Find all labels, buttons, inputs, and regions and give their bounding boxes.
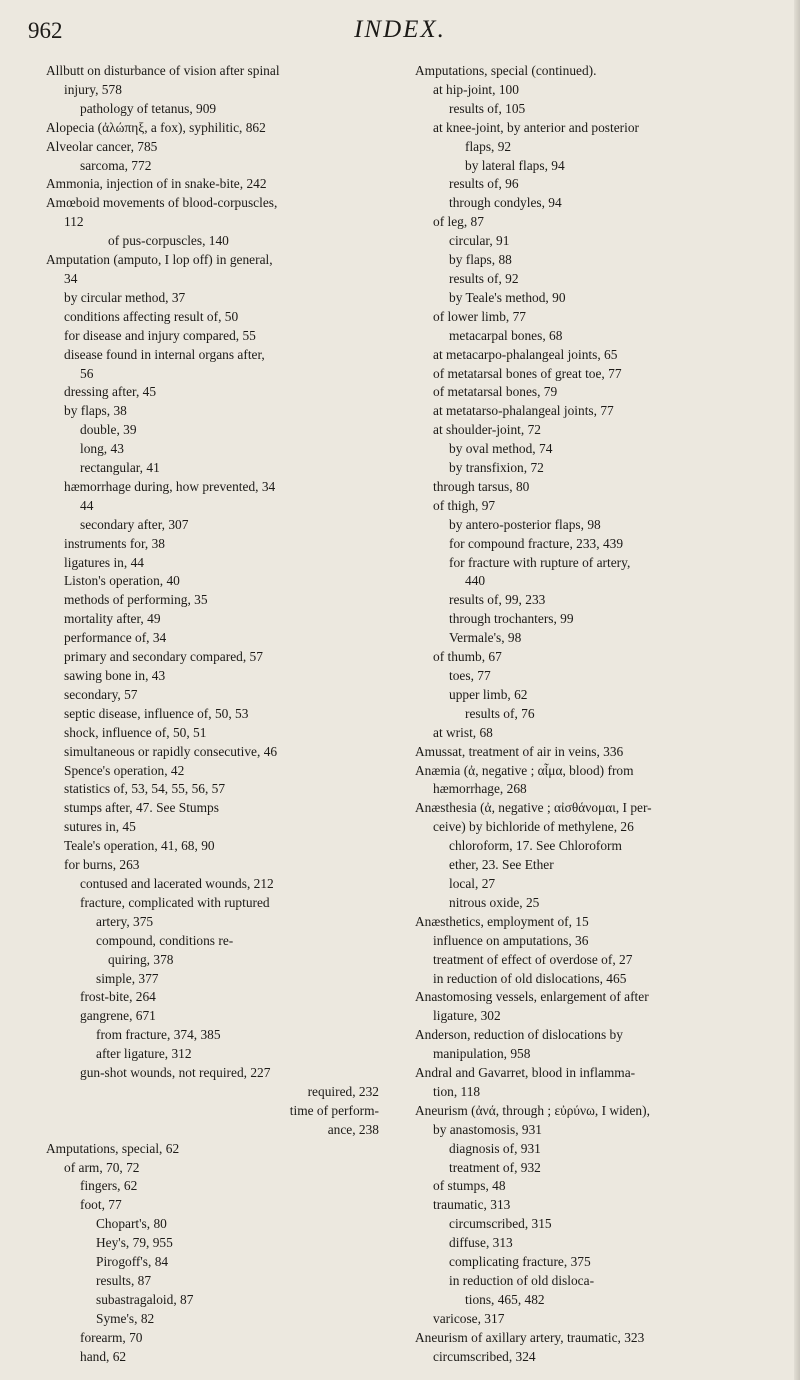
index-entry: by antero-posterior flaps, 98	[449, 516, 601, 532]
index-entry: at shoulder-joint, 72	[433, 422, 541, 438]
index-entry: hand, 62	[80, 1348, 127, 1364]
index-entry: by flaps, 88	[449, 252, 512, 268]
index-entry: ance, 238	[327, 1121, 379, 1137]
index-entry: sarcoma, 772	[80, 157, 152, 173]
index-entry: 440	[465, 573, 486, 589]
index-entry: 34	[64, 270, 78, 286]
index-entry: manipulation, 958	[433, 1046, 531, 1062]
index-entry: Anæsthetics, employment of, 15	[415, 913, 589, 929]
index-entry: after ligature, 312	[96, 1046, 192, 1062]
index-entry: by Teale's method, 90	[449, 289, 566, 305]
index-entry: of metatarsal bones, 79	[433, 384, 558, 400]
index-entry: at hip-joint, 100	[433, 81, 519, 97]
index-entry: secondary after, 307	[80, 516, 189, 532]
index-entry: for fracture with rupture of artery,	[449, 554, 631, 570]
index-entry: results, 87	[96, 1273, 152, 1288]
index-entry: Alveolar cancer, 785	[46, 138, 158, 154]
index-entry: instruments for, 38	[64, 535, 165, 551]
index-entry: results of, 99, 233	[449, 592, 546, 608]
index-entry: primary and secondary compared, 57	[64, 649, 263, 665]
index-entry: Spence's operation, 42	[64, 762, 185, 778]
index-entry: statistics of, 53, 54, 55, 56, 57	[64, 781, 226, 797]
index-entry: of leg, 87	[433, 214, 484, 230]
index-entry: double, 39	[80, 422, 137, 438]
index-entry: treatment of, 932	[449, 1159, 541, 1175]
index-entry: for disease and injury compared, 55	[64, 327, 256, 343]
index-entry: artery, 375	[96, 913, 154, 929]
index-entry: Syme's, 82	[96, 1310, 155, 1326]
index-entry: hæmorrhage during, how prevented, 34	[64, 478, 276, 494]
index-entry: diffuse, 313	[449, 1235, 513, 1251]
index-entry: from fracture, 374, 385	[96, 1027, 221, 1043]
index-entry: forearm, 70	[80, 1329, 143, 1345]
index-entry: shock, influence of, 50, 51	[64, 724, 207, 740]
index-entry: tions, 465, 482	[465, 1291, 545, 1307]
index-entry: of lower limb, 77	[433, 308, 526, 324]
index-entry: traumatic, 313	[433, 1197, 511, 1213]
index-entry: at metatarso-phalangeal joints, 77	[433, 403, 614, 419]
index-entry: chloroform, 17. See Chloroform	[449, 838, 622, 854]
index-entry: simultaneous or rapidly consecutive, 46	[64, 743, 278, 759]
index-entry: mortality after, 49	[64, 611, 161, 627]
running-head: INDEX.	[354, 16, 446, 43]
index-entry: ceive) by bichloride of methylene, 26	[433, 819, 634, 835]
index-entry: 112	[64, 214, 84, 230]
index-entry: of stumps, 48	[433, 1178, 506, 1194]
index-entry: local, 27	[449, 875, 496, 891]
index-entry: at knee-joint, by anterior and posterior	[433, 119, 639, 135]
index-entry: foot, 77	[80, 1197, 122, 1213]
index-entry: of metatarsal bones of great toe, 77	[433, 365, 622, 381]
index-entry: disease found in internal organs after,	[64, 346, 265, 362]
index-entry: sawing bone in, 43	[64, 668, 166, 683]
index-entry: Amussat, treatment of air in veins, 336	[415, 743, 624, 759]
index-entry: Pirogoff's, 84	[96, 1254, 169, 1270]
index-entry: ether, 23. See Ether	[449, 857, 554, 873]
index-entry: circumscribed, 324	[433, 1348, 536, 1364]
index-entry: dressing after, 45	[64, 384, 157, 400]
index-entry: Amputations, special, 62	[46, 1140, 180, 1156]
index-entry: Aneurism (ἀνά, through ; εὐρύνω, I widen),	[415, 1102, 650, 1118]
index-entry: gangrene, 671	[80, 1008, 156, 1024]
index-entry: hæmorrhage, 268	[433, 781, 527, 797]
index-entry: performance of, 34	[64, 630, 167, 646]
index-entry: through tarsus, 80	[433, 478, 530, 494]
index-entry: through condyles, 94	[449, 195, 562, 211]
index-entry: conditions affecting result of, 50	[64, 308, 239, 324]
index-entry: through trochanters, 99	[449, 611, 574, 627]
index-entry: Alopecia (ἀλώπηξ, a fox), syphilitic, 862	[46, 119, 266, 135]
index-entry: results of, 76	[465, 705, 535, 721]
right-column	[415, 62, 785, 1367]
index-entry: contused and lacerated wounds, 212	[80, 875, 274, 891]
index-entry: Vermale's, 98	[449, 630, 522, 646]
index-entry: 44	[80, 497, 94, 513]
index-entry: in reduction of old dislocations, 465	[433, 970, 627, 986]
index-entry: flaps, 92	[465, 138, 512, 154]
index-entry: of thumb, 67	[433, 649, 502, 665]
index-entry: secondary, 57	[64, 686, 138, 702]
index-entry: by anastomosis, 931	[433, 1121, 542, 1137]
index-entry: influence on amputations, 36	[433, 932, 589, 948]
index-entry: metacarpal bones, 68	[449, 327, 563, 343]
index-entry: nitrous oxide, 25	[449, 894, 540, 910]
index-entry: time of perform-	[289, 1102, 379, 1118]
index-entry: Chopart's, 80	[96, 1216, 167, 1232]
index-entry: simple, 377	[96, 970, 159, 986]
index-entry: Amputation (amputo, I lop off) in general,	[46, 252, 273, 268]
index-entry: results of, 96	[449, 176, 519, 192]
index-entry: Anastomosing vessels, enlargement of after	[415, 989, 649, 1005]
index-entry: sutures in, 45	[64, 819, 136, 835]
index-entry: methods of performing, 35	[64, 592, 208, 608]
index-entry: by transfixion, 72	[449, 460, 544, 476]
index-entry: for burns, 263	[64, 857, 140, 873]
index-entry: at metacarpo-phalangeal joints, 65	[433, 346, 618, 362]
index-entry: Amœboid movements of blood-corpuscles,	[46, 195, 278, 211]
index-entry: toes, 77	[449, 668, 491, 683]
index-entry: injury, 578	[64, 81, 122, 97]
index-entry: Ammonia, injection of in snake-bite, 242	[46, 176, 267, 192]
index-entry: for compound fracture, 233, 439	[449, 535, 624, 551]
index-entry: in reduction of old disloca-	[449, 1273, 595, 1288]
index-entry: treatment of effect of overdose of, 27	[433, 951, 633, 967]
index-entry: tion, 118	[433, 1083, 481, 1099]
index-entry: gun-shot wounds, not required, 227	[80, 1065, 271, 1081]
index-entry: of thigh, 97	[433, 497, 496, 513]
index-entry: of arm, 70, 72	[64, 1159, 140, 1175]
index-entry: by flaps, 38	[64, 403, 127, 419]
index-entry: of pus-corpuscles, 140	[108, 233, 229, 249]
index-entry: by lateral flaps, 94	[465, 157, 565, 173]
index-entry: Anæsthesia (ἀ, negative ; αἰσθάνομαι, I per-	[415, 800, 652, 816]
index-entry: circumscribed, 315	[449, 1216, 552, 1232]
index-entry: long, 43	[80, 441, 124, 457]
index-entry: septic disease, influence of, 50, 53	[64, 705, 249, 721]
index-entry: circular, 91	[449, 233, 510, 249]
left-column	[46, 62, 391, 1367]
index-entry: ligature, 302	[433, 1008, 501, 1024]
index-entry: by circular method, 37	[64, 289, 186, 305]
index-entry: by oval method, 74	[449, 441, 553, 457]
index-entry: quiring, 378	[108, 951, 174, 967]
page-number: 962	[28, 18, 63, 43]
index-entry: fracture, complicated with ruptured	[80, 894, 270, 910]
index-entry: results of, 105	[449, 100, 526, 116]
index-entry: required, 232	[307, 1083, 379, 1099]
index-entry: rectangular, 41	[80, 460, 160, 476]
index-entry: Hey's, 79, 955	[96, 1235, 173, 1251]
index-entry: subastragaloid, 87	[96, 1291, 194, 1307]
index-entry: Anderson, reduction of dislocations by	[415, 1027, 623, 1043]
index-entry: Amputations, special (continued).	[415, 63, 597, 78]
index-entry: Anæmia (ἀ, negative ; αἷμα, blood) from	[415, 762, 634, 778]
index-entry: Allbutt on disturbance of vision after spinal	[46, 63, 280, 78]
index-entry: Andral and Gavarret, blood in inflamma-	[415, 1065, 636, 1081]
index-entry: varicose, 317	[433, 1310, 505, 1326]
index-entry: ligatures in, 44	[64, 554, 144, 570]
index-entry: Liston's operation, 40	[64, 573, 180, 589]
index-entry: Aneurism of axillary artery, traumatic, 323	[415, 1329, 645, 1345]
index-entry: Teale's operation, 41, 68, 90	[64, 838, 215, 854]
index-entry: compound, conditions re-	[96, 932, 234, 948]
index-entry: stumps after, 47. See Stumps	[64, 800, 219, 816]
page-edge	[794, 0, 800, 1380]
index-entry: complicating fracture, 375	[449, 1254, 591, 1270]
index-entry: at wrist, 68	[433, 724, 493, 740]
index-entry: frost-bite, 264	[80, 989, 156, 1005]
index-entry: upper limb, 62	[449, 686, 528, 702]
index-entry: pathology of tetanus, 909	[80, 100, 217, 116]
index-entry: diagnosis of, 931	[449, 1140, 541, 1156]
index-entry: 56	[80, 365, 94, 381]
index-entry: fingers, 62	[80, 1178, 138, 1194]
index-entry: results of, 92	[449, 270, 519, 286]
